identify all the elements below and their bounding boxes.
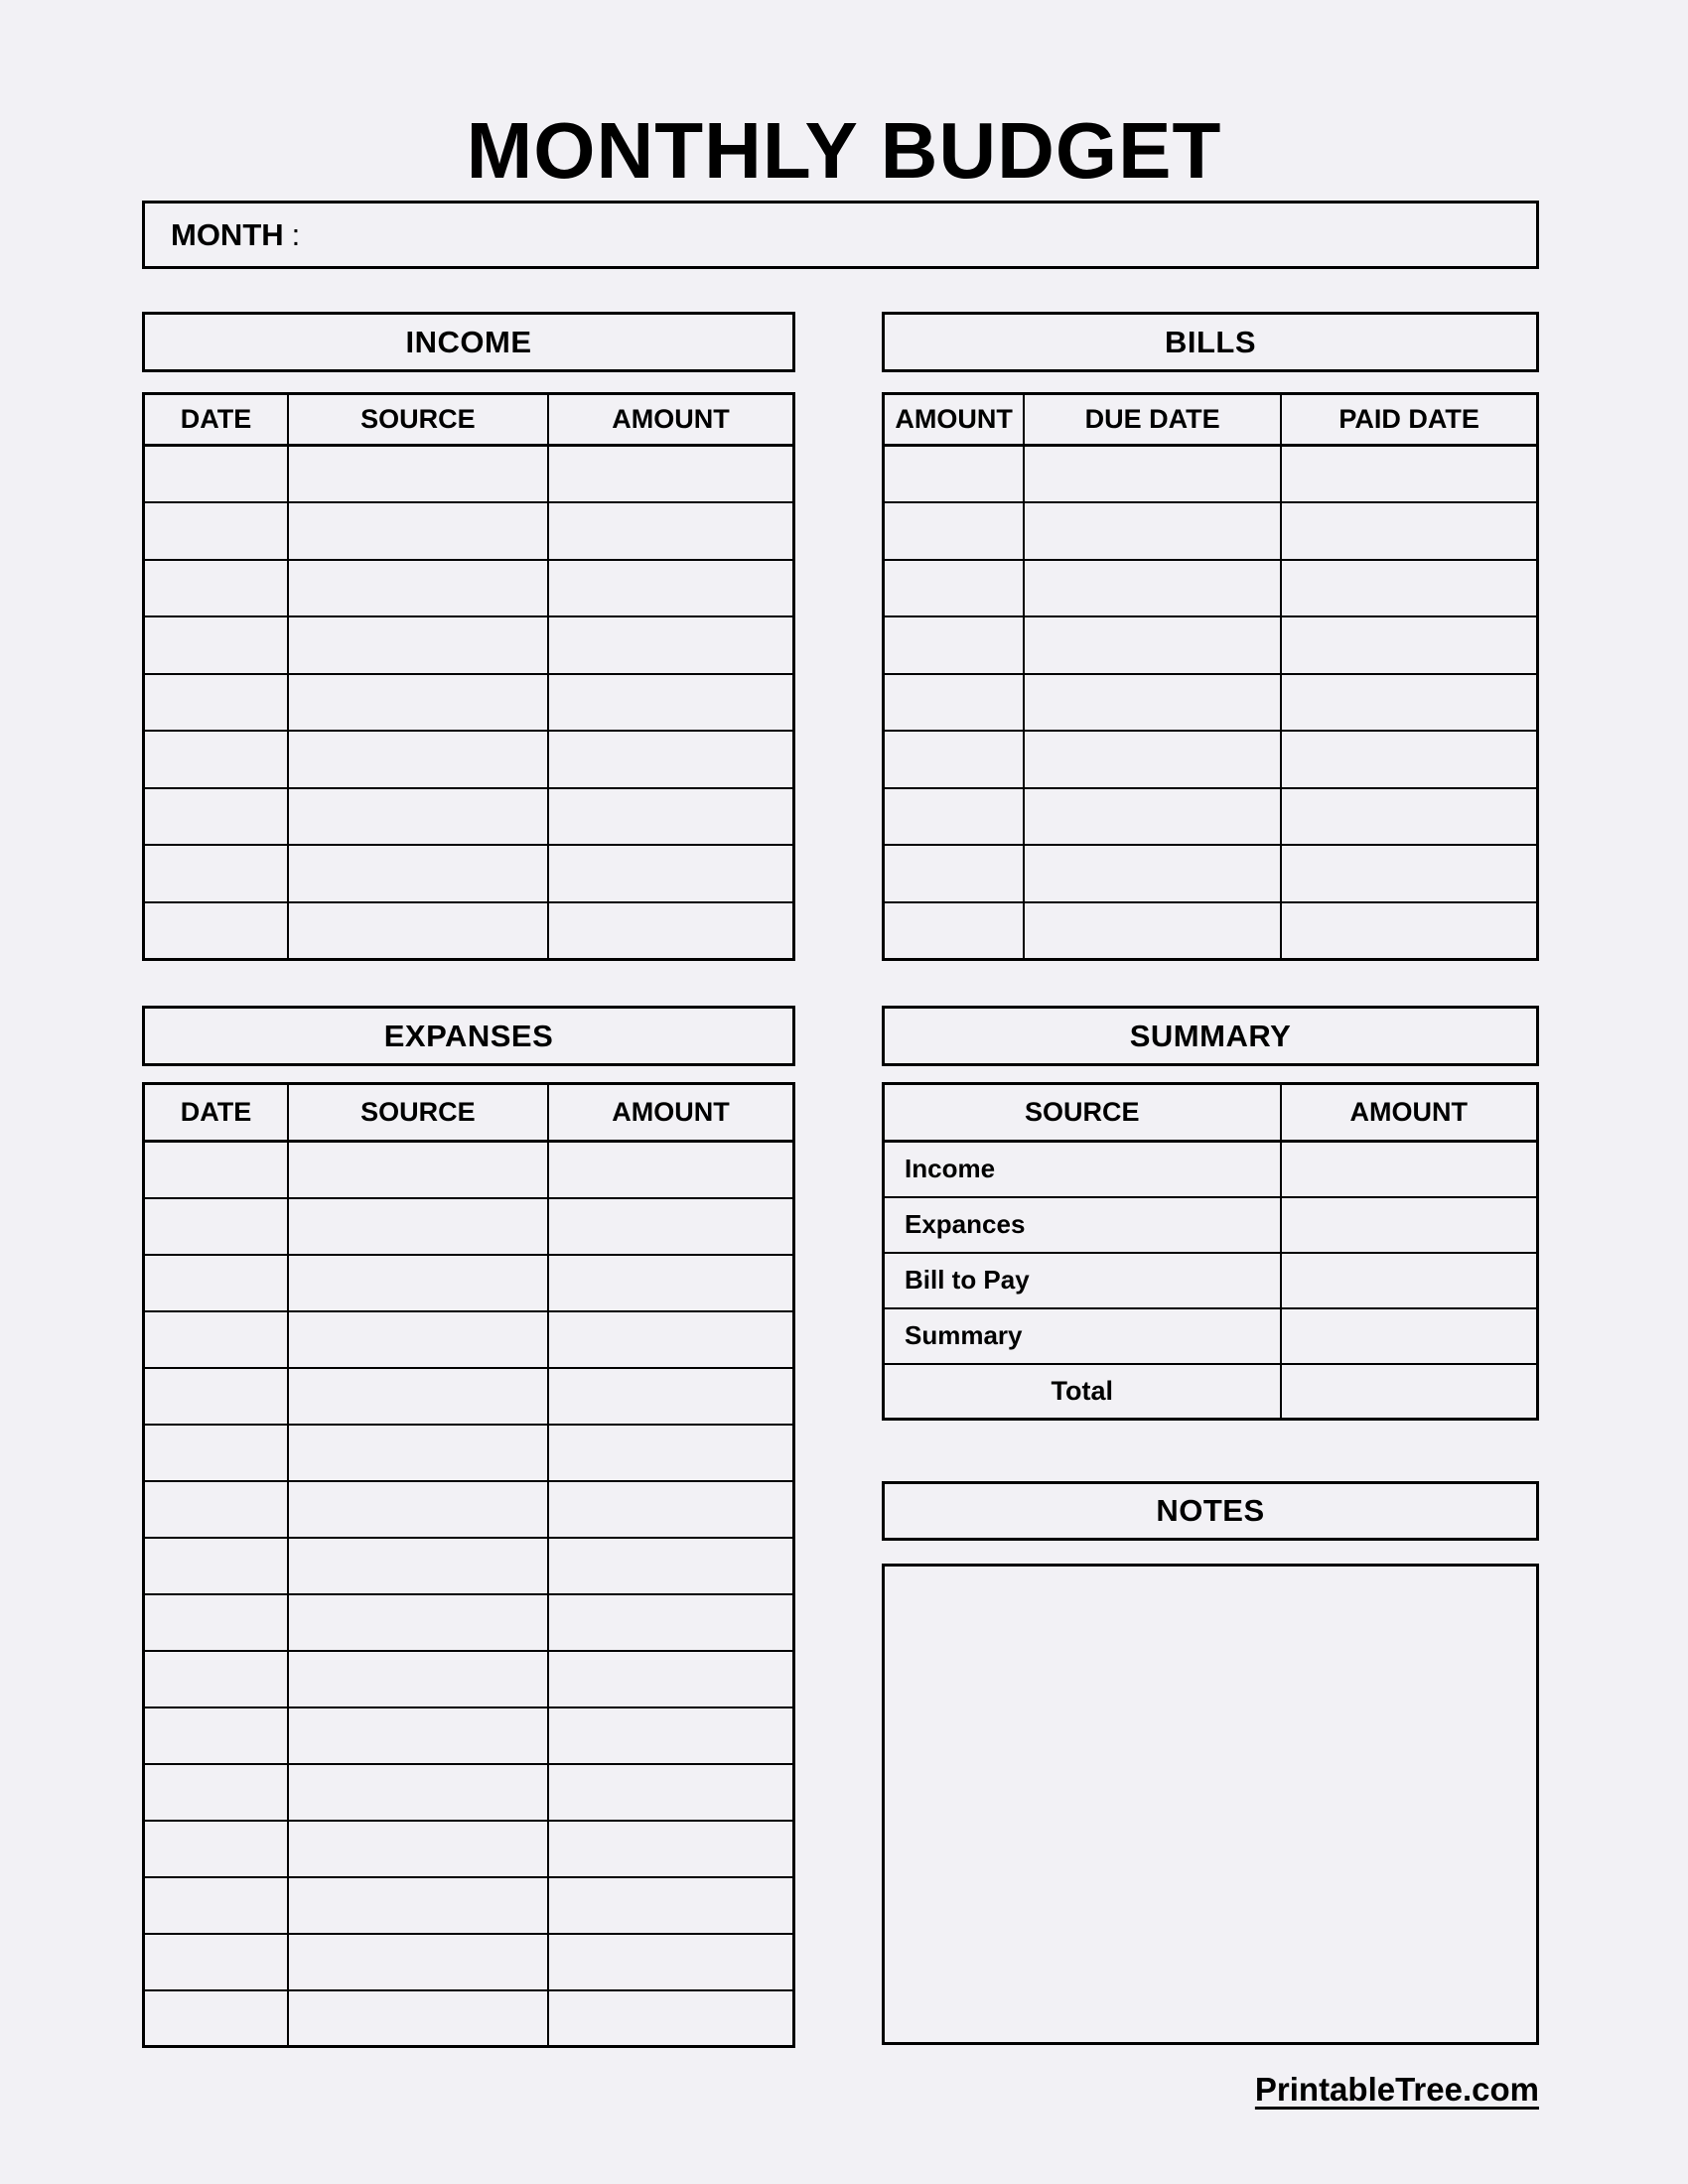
empty-row <box>884 788 1538 846</box>
empty-cell[interactable] <box>548 788 794 846</box>
empty-row <box>144 1481 794 1538</box>
empty-row <box>144 674 794 732</box>
empty-cell[interactable] <box>548 446 794 503</box>
column-header-due-date: DUE DATE <box>1024 394 1281 446</box>
empty-cell[interactable] <box>288 845 548 902</box>
summary-label-expances: Expances <box>884 1197 1281 1253</box>
bills-table-body <box>884 446 1538 960</box>
empty-cell[interactable] <box>548 1651 794 1707</box>
empty-cell[interactable] <box>144 1651 288 1707</box>
empty-cell[interactable] <box>144 1255 288 1311</box>
summary-row-total <box>884 1364 1538 1420</box>
empty-cell[interactable] <box>1281 674 1537 732</box>
summary-row-income <box>884 1142 1538 1197</box>
empty-cell[interactable] <box>288 1990 548 2047</box>
summary-label-total: Total <box>884 1364 1281 1420</box>
empty-cell[interactable] <box>144 1198 288 1255</box>
empty-cell[interactable] <box>288 616 548 674</box>
empty-row <box>144 1311 794 1368</box>
empty-cell[interactable] <box>1281 560 1537 617</box>
empty-row <box>884 560 1538 617</box>
bills-table-header <box>884 394 1538 446</box>
expanses-table-header <box>144 1084 794 1142</box>
month-field <box>142 201 1539 269</box>
empty-cell[interactable] <box>1281 446 1537 503</box>
empty-cell[interactable] <box>144 788 288 846</box>
empty-cell[interactable] <box>1024 788 1281 846</box>
empty-row <box>884 502 1538 560</box>
summary-value-income[interactable] <box>1281 1142 1538 1197</box>
expanses-table-body <box>144 1142 794 2047</box>
empty-row <box>144 1425 794 1481</box>
empty-cell[interactable] <box>548 1255 794 1311</box>
empty-cell[interactable] <box>288 1142 548 1198</box>
empty-cell[interactable] <box>1024 845 1281 902</box>
summary-value-bill-to-pay[interactable] <box>1281 1253 1538 1308</box>
empty-cell[interactable] <box>1024 446 1281 503</box>
empty-row <box>144 1934 794 1990</box>
empty-cell[interactable] <box>884 902 1025 960</box>
empty-row <box>884 616 1538 674</box>
column-header-date: DATE <box>144 1084 288 1142</box>
empty-cell[interactable] <box>288 788 548 846</box>
empty-cell[interactable] <box>548 1594 794 1651</box>
page-title: MONTHLY BUDGET <box>466 106 1222 195</box>
empty-cell[interactable] <box>1281 788 1537 846</box>
empty-cell[interactable] <box>288 902 548 960</box>
empty-row <box>144 616 794 674</box>
empty-row <box>144 845 794 902</box>
column-header-amount: AMOUNT <box>884 394 1025 446</box>
summary-label-bill-to-pay: Bill to Pay <box>884 1253 1281 1308</box>
empty-cell[interactable] <box>288 1481 548 1538</box>
income-section-header: INCOME <box>142 312 795 372</box>
empty-row <box>144 446 794 503</box>
empty-cell[interactable] <box>288 1198 548 1255</box>
empty-row <box>884 902 1538 960</box>
income-table <box>142 392 795 961</box>
empty-row <box>144 1198 794 1255</box>
income-table-body <box>144 446 794 960</box>
empty-cell[interactable] <box>548 1990 794 2047</box>
empty-cell[interactable] <box>548 502 794 560</box>
empty-cell[interactable] <box>548 902 794 960</box>
empty-cell[interactable] <box>144 1934 288 1990</box>
summary-label-income: Income <box>884 1142 1281 1197</box>
empty-cell[interactable] <box>144 1368 288 1425</box>
empty-cell[interactable] <box>1024 502 1281 560</box>
summary-label-summary: Summary <box>884 1308 1281 1364</box>
empty-cell[interactable] <box>1281 616 1537 674</box>
empty-cell[interactable] <box>288 731 548 788</box>
footer-site-link[interactable]: PrintableTree.com <box>1254 2071 1539 2108</box>
empty-cell[interactable] <box>884 731 1025 788</box>
empty-cell[interactable] <box>548 1707 794 1764</box>
month-input-area[interactable] <box>300 204 1536 266</box>
empty-cell[interactable] <box>1281 845 1537 902</box>
empty-row <box>144 1255 794 1311</box>
empty-cell[interactable] <box>288 502 548 560</box>
empty-row <box>144 1142 794 1198</box>
empty-cell[interactable] <box>548 1368 794 1425</box>
empty-cell[interactable] <box>548 1311 794 1368</box>
empty-row <box>144 731 794 788</box>
empty-cell[interactable] <box>1281 502 1537 560</box>
empty-cell[interactable] <box>548 560 794 617</box>
month-colon: : <box>291 216 301 252</box>
empty-cell[interactable] <box>548 1877 794 1934</box>
empty-row <box>884 446 1538 503</box>
empty-cell[interactable] <box>548 1425 794 1481</box>
income-table-header <box>144 394 794 446</box>
empty-cell[interactable] <box>288 1877 548 1934</box>
empty-row <box>144 560 794 617</box>
empty-cell[interactable] <box>1281 902 1537 960</box>
empty-row <box>144 1764 794 1821</box>
empty-cell[interactable] <box>548 1142 794 1198</box>
summary-row-summary <box>884 1308 1538 1364</box>
empty-cell[interactable] <box>288 1764 548 1821</box>
empty-row <box>144 1594 794 1651</box>
column-header-source: SOURCE <box>288 1084 548 1142</box>
empty-cell[interactable] <box>144 1142 288 1198</box>
empty-cell[interactable] <box>1024 560 1281 617</box>
empty-row <box>144 1821 794 1877</box>
empty-row <box>144 502 794 560</box>
column-header-amount: AMOUNT <box>548 1084 794 1142</box>
empty-row <box>884 845 1538 902</box>
column-header-date: DATE <box>144 394 288 446</box>
empty-cell[interactable] <box>144 1594 288 1651</box>
empty-cell[interactable] <box>144 1707 288 1764</box>
empty-cell[interactable] <box>144 1538 288 1594</box>
empty-cell[interactable] <box>288 674 548 732</box>
empty-cell[interactable] <box>1024 674 1281 732</box>
empty-cell[interactable] <box>884 845 1025 902</box>
empty-cell[interactable] <box>548 845 794 902</box>
empty-cell[interactable] <box>1281 731 1537 788</box>
empty-cell[interactable] <box>144 1990 288 2047</box>
empty-row <box>144 788 794 846</box>
empty-cell[interactable] <box>144 1425 288 1481</box>
empty-cell[interactable] <box>144 560 288 617</box>
expanses-section-header: EXPANSES <box>142 1006 795 1066</box>
empty-cell[interactable] <box>288 1651 548 1707</box>
empty-cell[interactable] <box>884 446 1025 503</box>
empty-cell[interactable] <box>144 1311 288 1368</box>
empty-cell[interactable] <box>548 731 794 788</box>
empty-cell[interactable] <box>548 1538 794 1594</box>
bills-section-header: BILLS <box>882 312 1539 372</box>
empty-cell[interactable] <box>288 1538 548 1594</box>
empty-cell[interactable] <box>144 1481 288 1538</box>
empty-cell[interactable] <box>1024 616 1281 674</box>
empty-cell[interactable] <box>288 1425 548 1481</box>
empty-cell[interactable] <box>288 1707 548 1764</box>
summary-table-header <box>884 1084 1538 1142</box>
empty-cell[interactable] <box>144 1877 288 1934</box>
summary-row-bill-to-pay <box>884 1253 1538 1308</box>
empty-cell[interactable] <box>884 674 1025 732</box>
summary-section-header: SUMMARY <box>882 1006 1539 1066</box>
empty-cell[interactable] <box>288 1368 548 1425</box>
summary-table <box>882 1082 1539 1421</box>
empty-row <box>144 1538 794 1594</box>
empty-cell[interactable] <box>548 1821 794 1877</box>
empty-cell[interactable] <box>288 560 548 617</box>
empty-cell[interactable] <box>144 731 288 788</box>
empty-cell[interactable] <box>288 446 548 503</box>
empty-cell[interactable] <box>288 1255 548 1311</box>
empty-cell[interactable] <box>884 788 1025 846</box>
empty-cell[interactable] <box>144 616 288 674</box>
empty-cell[interactable] <box>548 1198 794 1255</box>
empty-cell[interactable] <box>1024 731 1281 788</box>
empty-row <box>144 1707 794 1764</box>
summary-value-expances[interactable] <box>1281 1197 1538 1253</box>
empty-cell[interactable] <box>884 560 1025 617</box>
notes-section-header: NOTES <box>882 1481 1539 1541</box>
empty-row <box>144 1368 794 1425</box>
empty-cell[interactable] <box>548 674 794 732</box>
summary-value-total[interactable] <box>1281 1364 1538 1420</box>
empty-row <box>144 1651 794 1707</box>
empty-cell[interactable] <box>548 616 794 674</box>
empty-cell[interactable] <box>144 845 288 902</box>
column-header-source: SOURCE <box>884 1084 1281 1142</box>
summary-value-summary[interactable] <box>1281 1308 1538 1364</box>
summary-table-body <box>884 1142 1538 1420</box>
empty-cell[interactable] <box>884 616 1025 674</box>
empty-row <box>884 674 1538 732</box>
empty-row <box>144 902 794 960</box>
empty-cell[interactable] <box>1024 902 1281 960</box>
empty-cell[interactable] <box>288 1821 548 1877</box>
empty-cell[interactable] <box>548 1934 794 1990</box>
empty-cell[interactable] <box>144 902 288 960</box>
empty-cell[interactable] <box>548 1481 794 1538</box>
empty-row <box>144 1877 794 1934</box>
column-header-amount: AMOUNT <box>548 394 794 446</box>
bills-table <box>882 392 1539 961</box>
column-header-paid-date: PAID DATE <box>1281 394 1537 446</box>
empty-cell[interactable] <box>288 1311 548 1368</box>
column-header-amount: AMOUNT <box>1281 1084 1538 1142</box>
empty-row <box>884 731 1538 788</box>
empty-cell[interactable] <box>144 1764 288 1821</box>
empty-cell[interactable] <box>144 502 288 560</box>
empty-cell[interactable] <box>548 1764 794 1821</box>
empty-cell[interactable] <box>144 446 288 503</box>
empty-cell[interactable] <box>144 1821 288 1877</box>
expanses-table <box>142 1082 795 2048</box>
empty-cell[interactable] <box>144 674 288 732</box>
empty-cell[interactable] <box>884 502 1025 560</box>
month-label: MONTH <box>171 216 284 252</box>
empty-cell[interactable] <box>288 1594 548 1651</box>
summary-row-expances <box>884 1197 1538 1253</box>
empty-row <box>144 1990 794 2047</box>
empty-cell[interactable] <box>288 1934 548 1990</box>
column-header-source: SOURCE <box>288 394 548 446</box>
notes-writing-area[interactable] <box>882 1564 1539 2045</box>
